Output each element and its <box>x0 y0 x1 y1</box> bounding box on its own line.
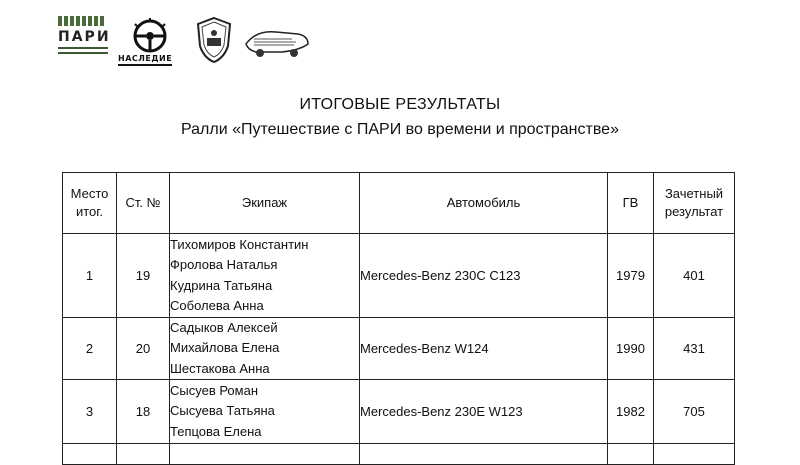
cell-crew <box>170 380 360 444</box>
pari-logo-underline <box>58 47 108 49</box>
col-header-start-no: Ст. № <box>117 173 170 234</box>
cell-crew <box>170 318 360 380</box>
cell-start-no: 19 <box>117 234 170 318</box>
cell-score: 431 <box>654 318 735 380</box>
crew-member: Тихомиров Константин <box>170 236 309 252</box>
table-row <box>63 234 735 318</box>
nasledie-logo-word: НАСЛЕДИЕ <box>118 54 172 66</box>
col-header-crew: Экипаж <box>170 173 360 234</box>
cell-start-no: 20 <box>117 318 170 380</box>
cell-crew <box>170 234 360 318</box>
pari-logo-word: ПАРИ <box>58 29 111 45</box>
crew-member: Садыков Алексей <box>170 320 278 336</box>
pari-logo <box>58 14 111 66</box>
crew-member: Соболева Анна <box>170 297 264 313</box>
crew-member: Кудрина Татьяна <box>170 277 273 293</box>
cell-car: Mercedes-Benz 230C C123 <box>360 234 608 318</box>
results-title: ИТОГОВЫЕ РЕЗУЛЬТАТЫ <box>299 96 501 113</box>
crew-member: Тепцова Елена <box>170 423 262 439</box>
cell-car: Mercedes-Benz 230E W123 <box>360 380 608 444</box>
pari-logo-bars <box>58 16 108 26</box>
cell-place: 1 <box>63 234 117 318</box>
table-header-row <box>63 173 735 234</box>
results-table <box>62 172 735 465</box>
cell-year: 1979 <box>608 234 654 318</box>
col-header-year: ГВ <box>608 173 654 234</box>
table-row-partial <box>63 444 735 465</box>
cell-year: 1982 <box>608 380 654 444</box>
cell-car: Mercedes-Benz W124 <box>360 318 608 380</box>
car-club-logo-icon <box>242 22 312 62</box>
cell-place: 3 <box>63 380 117 444</box>
shield-emblem-icon <box>194 16 234 64</box>
crew-member: Михайлова Елена <box>170 340 280 356</box>
cell-place: 2 <box>63 318 117 380</box>
col-header-place: Место итог. <box>63 173 117 234</box>
col-header-car: Автомобиль <box>360 173 608 234</box>
rally-subtitle: Ралли «Путешествие с ПАРИ во времени и пространстве» <box>181 121 619 138</box>
crew-member: Фролова Наталья <box>170 257 278 273</box>
nasledie-logo <box>118 16 184 66</box>
cell-score: 401 <box>654 234 735 318</box>
cell-year: 1990 <box>608 318 654 380</box>
crew-member: Сысуева Татьяна <box>170 403 275 419</box>
crew-member: Шестакова Анна <box>170 360 270 376</box>
crew-member: Сысуев Роман <box>170 383 259 399</box>
table-row <box>63 380 735 444</box>
col-header-score: Зачетный результат <box>654 173 735 234</box>
cell-start-no: 18 <box>117 380 170 444</box>
steering-wheel-icon <box>118 16 178 56</box>
table-row <box>63 318 735 380</box>
cell-score: 705 <box>654 380 735 444</box>
pari-logo-underline-2 <box>58 52 108 54</box>
